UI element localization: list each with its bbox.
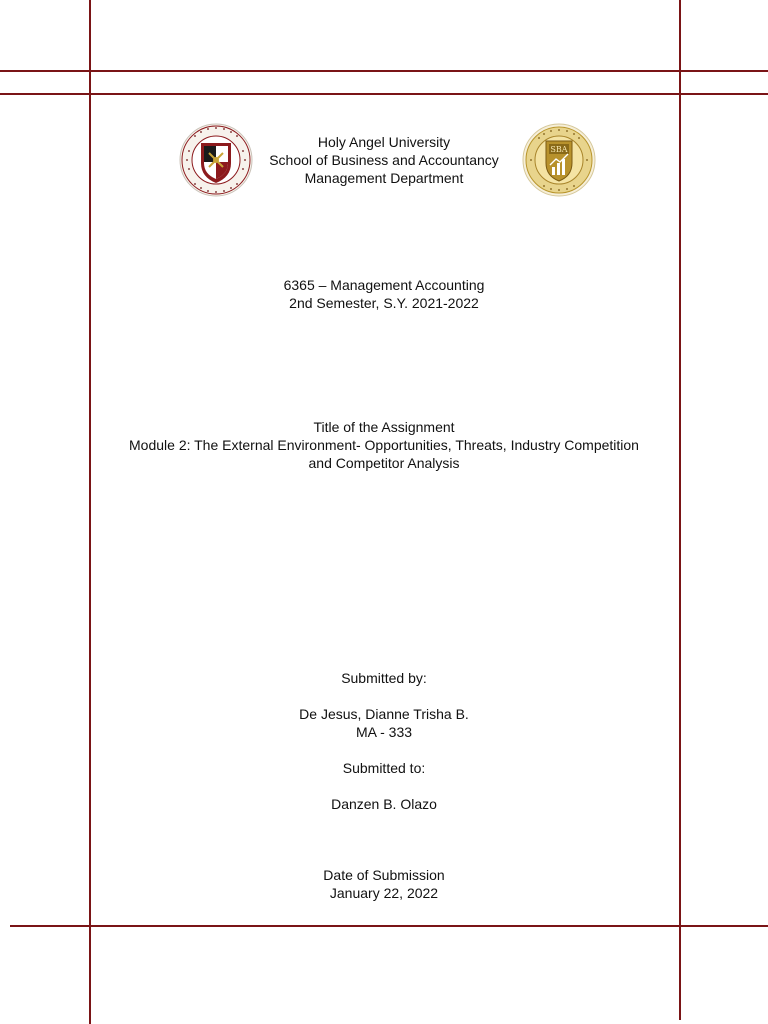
student-name: De Jesus, Dianne Trisha B.	[299, 706, 469, 722]
course-title: 6365 – Management Accounting	[283, 277, 485, 293]
course-term: 2nd Semester, S.Y. 2021-2022	[289, 295, 479, 311]
top-border-line-2	[0, 93, 768, 95]
date-value: January 22, 2022	[329, 885, 439, 901]
instructor-name: Danzen B. Olazo	[331, 796, 437, 812]
submitted-by-label: Submitted by:	[341, 670, 427, 686]
assignment-title-label: Title of the Assignment	[313, 419, 455, 435]
university-name: Holy Angel University	[317, 134, 451, 150]
course-block	[0, 276, 768, 312]
school-name: School of Business and Accountancy	[269, 152, 499, 168]
submitted-to-label: Submitted to:	[342, 760, 426, 776]
student-block	[0, 705, 768, 741]
svg-text:SBA: SBA	[550, 145, 568, 154]
date-block	[0, 866, 768, 902]
assignment-block	[0, 418, 768, 472]
department-name: Management Department	[304, 170, 464, 186]
bottom-border-line	[10, 925, 768, 927]
header-block	[0, 133, 768, 187]
assignment-title-line1: Module 2: The External Environment- Opportunities, Threats, Industry Competition	[129, 437, 639, 453]
assignment-title-line2: and Competitor Analysis	[308, 455, 460, 471]
date-label: Date of Submission	[323, 867, 445, 883]
student-section: MA - 333	[355, 724, 413, 740]
top-border-line-1	[0, 70, 768, 72]
